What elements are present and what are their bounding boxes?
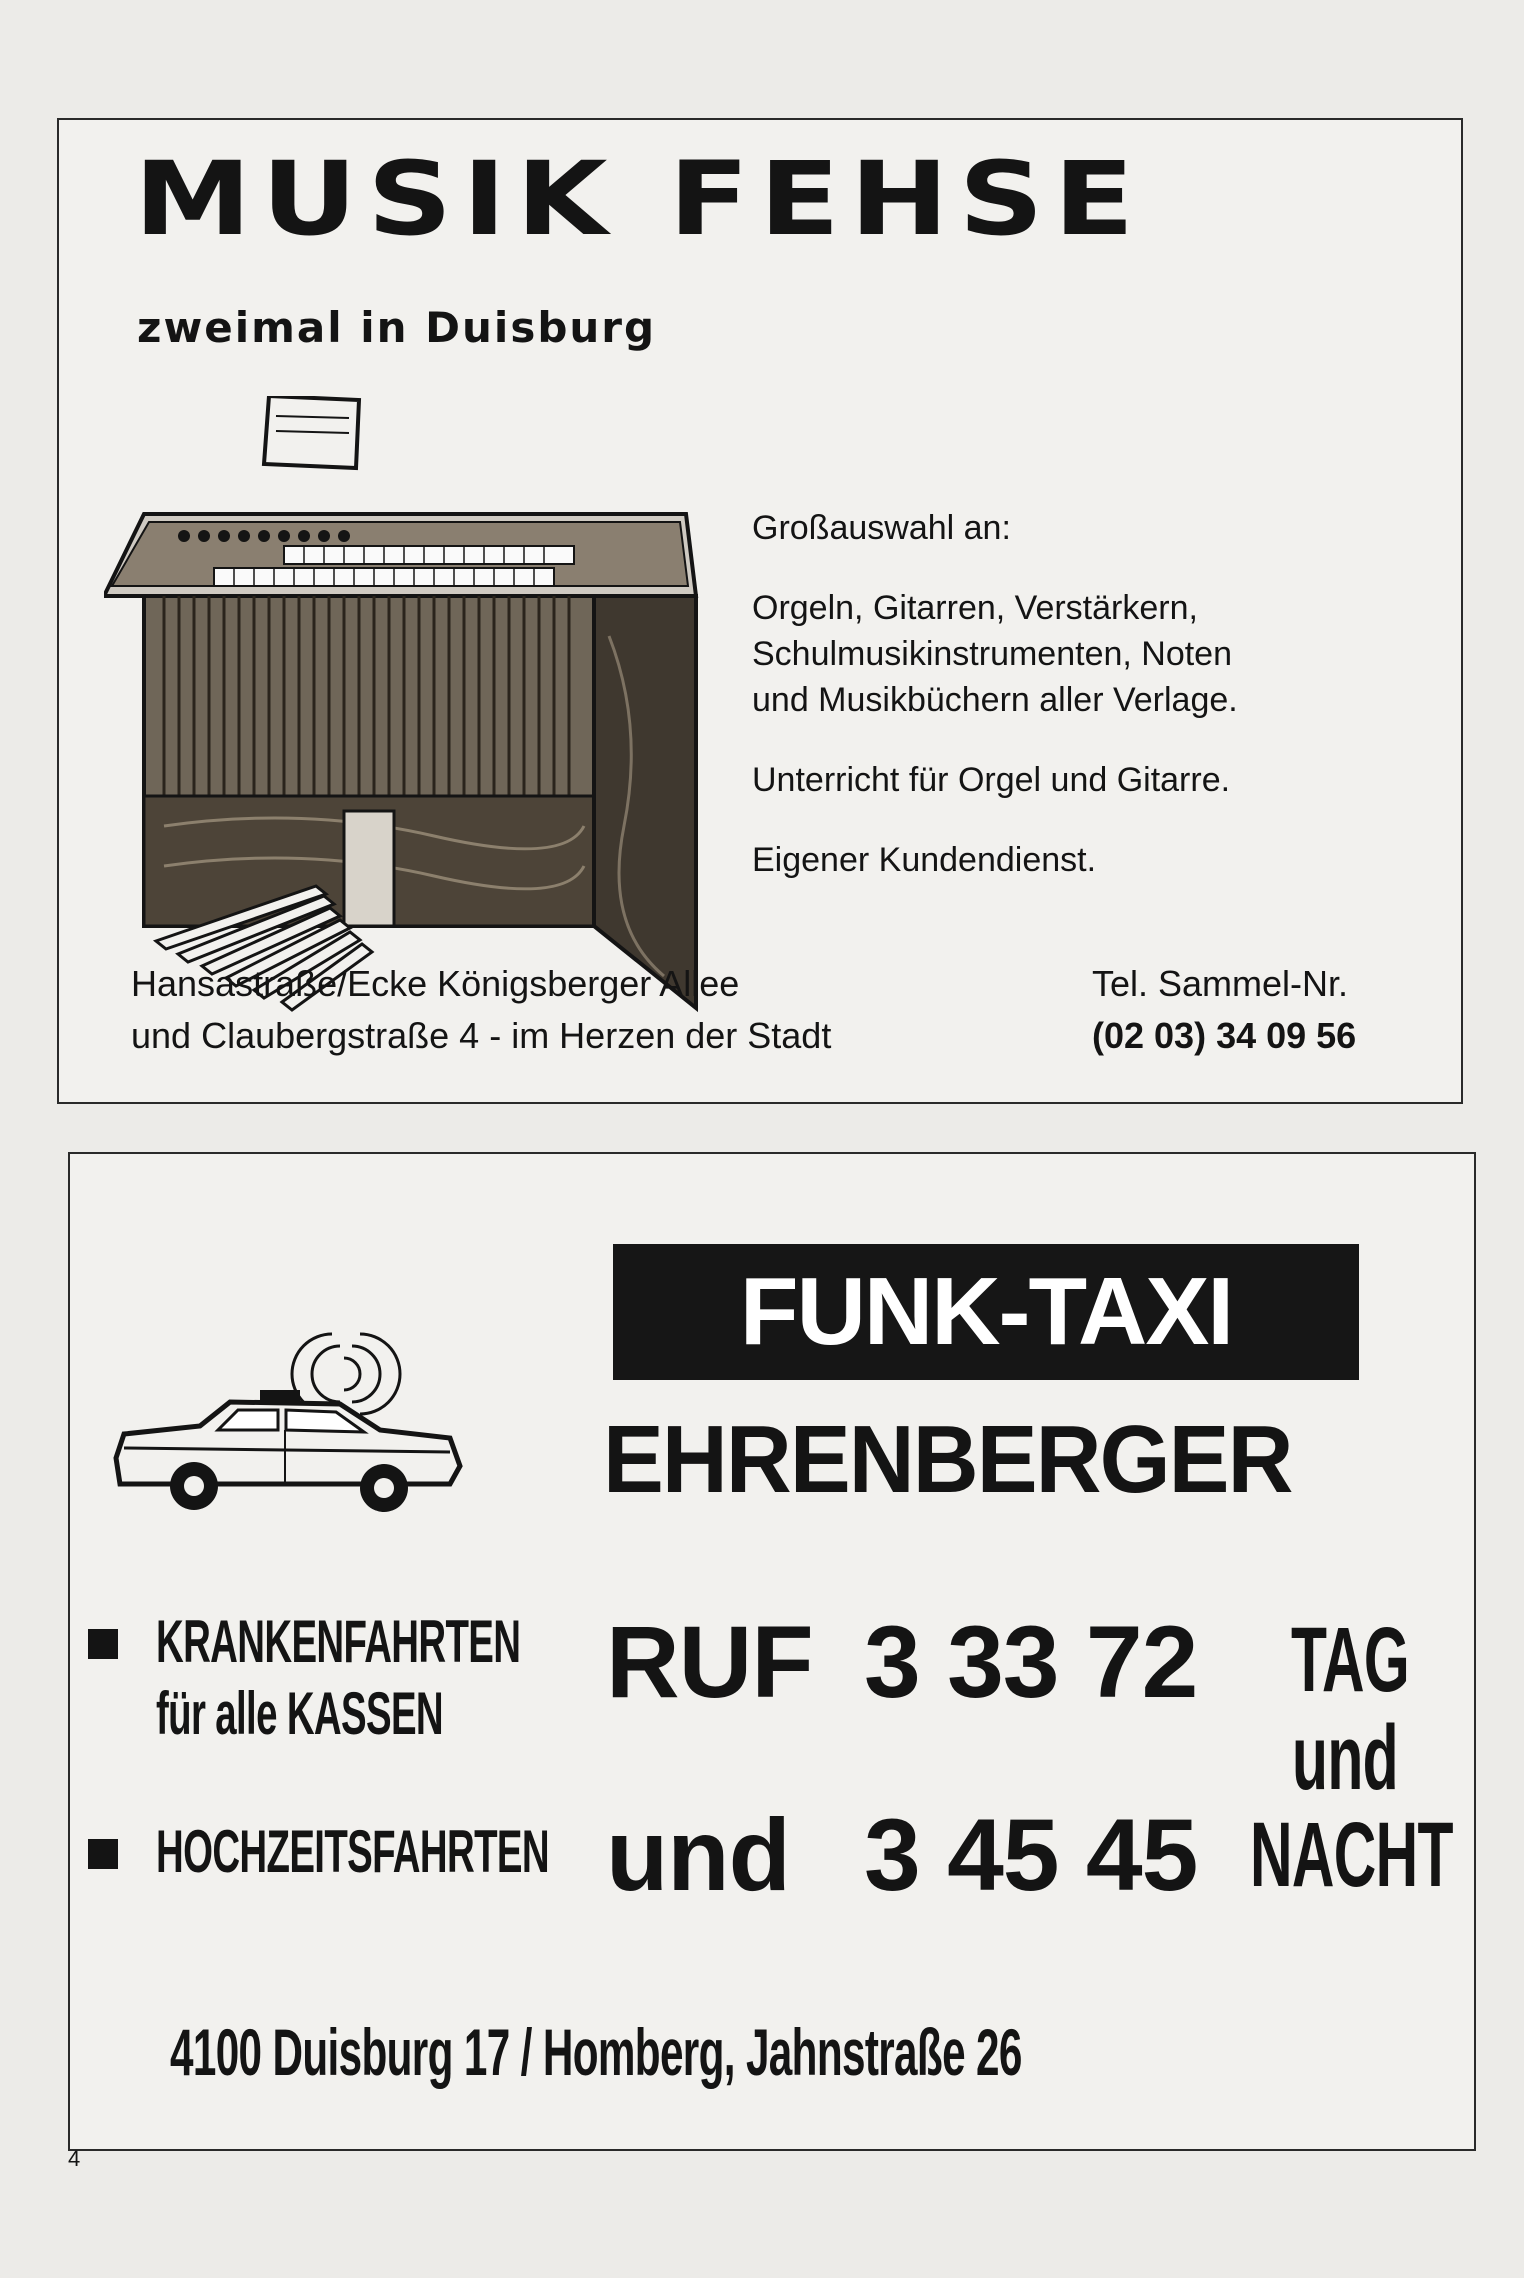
phone-number-1: 3 33 72 [864, 1605, 1198, 1719]
offer-heading: Großauswahl an: [752, 509, 1011, 547]
company-name: EHRENBERGER [603, 1406, 1292, 1513]
phone-number-2: 3 45 45 [864, 1798, 1198, 1912]
banner-title: FUNK-TAXI [613, 1244, 1359, 1380]
bullet-marker [88, 1629, 118, 1659]
service-item-hochzeitsfahrten: HOCHZEITSFAHRTEN [156, 1818, 549, 1885]
page-number: 4 [68, 2146, 81, 2171]
taxi-address: 4100 Duisburg 17 / Homberg, Jahnstraße 26 [170, 2015, 1022, 2089]
nacht-label: NACHT [1250, 1804, 1453, 1906]
ad-subtitle: zweimal in Duisburg [137, 303, 657, 352]
lesson-text: Unterricht für Orgel und Gitarre. [752, 761, 1231, 799]
tel-number: (02 03) 34 09 56 [1092, 1015, 1357, 1056]
organ-icon [104, 396, 704, 1056]
address-line: Hansastraße/Ecke Königsberger Allee [131, 963, 740, 1004]
offer-line: Schulmusikinstrumenten, Noten [752, 635, 1233, 673]
service-item-kassen: für alle KASSEN [156, 1680, 444, 1747]
ruf-label: RUF [606, 1605, 813, 1719]
address-block [131, 958, 831, 1062]
funk-taxi-ad [68, 1152, 1476, 2151]
und-mid-label: und [1292, 1707, 1398, 1809]
telephone-block [1092, 958, 1356, 1062]
tag-label: TAG [1291, 1609, 1409, 1711]
service-item-krankenfahrten: KRANKENFAHRTEN [156, 1608, 521, 1675]
car-icon [110, 1326, 470, 1526]
offer-line: und Musikbüchern aller Verlage. [752, 681, 1238, 719]
offer-text [752, 505, 1238, 917]
musik-fehse-ad [57, 118, 1463, 1104]
ad-title: MUSIK FEHSE [134, 139, 1145, 259]
address-line: und Claubergstraße 4 - im Herzen der Stadt [131, 1015, 832, 1056]
bullet-marker [88, 1839, 118, 1869]
und-label: und [606, 1798, 790, 1912]
offer-line: Orgeln, Gitarren, Verstärkern, [752, 589, 1198, 627]
tel-label: Tel. Sammel-Nr. [1092, 963, 1349, 1004]
service-text: Eigener Kundendienst. [752, 841, 1097, 879]
